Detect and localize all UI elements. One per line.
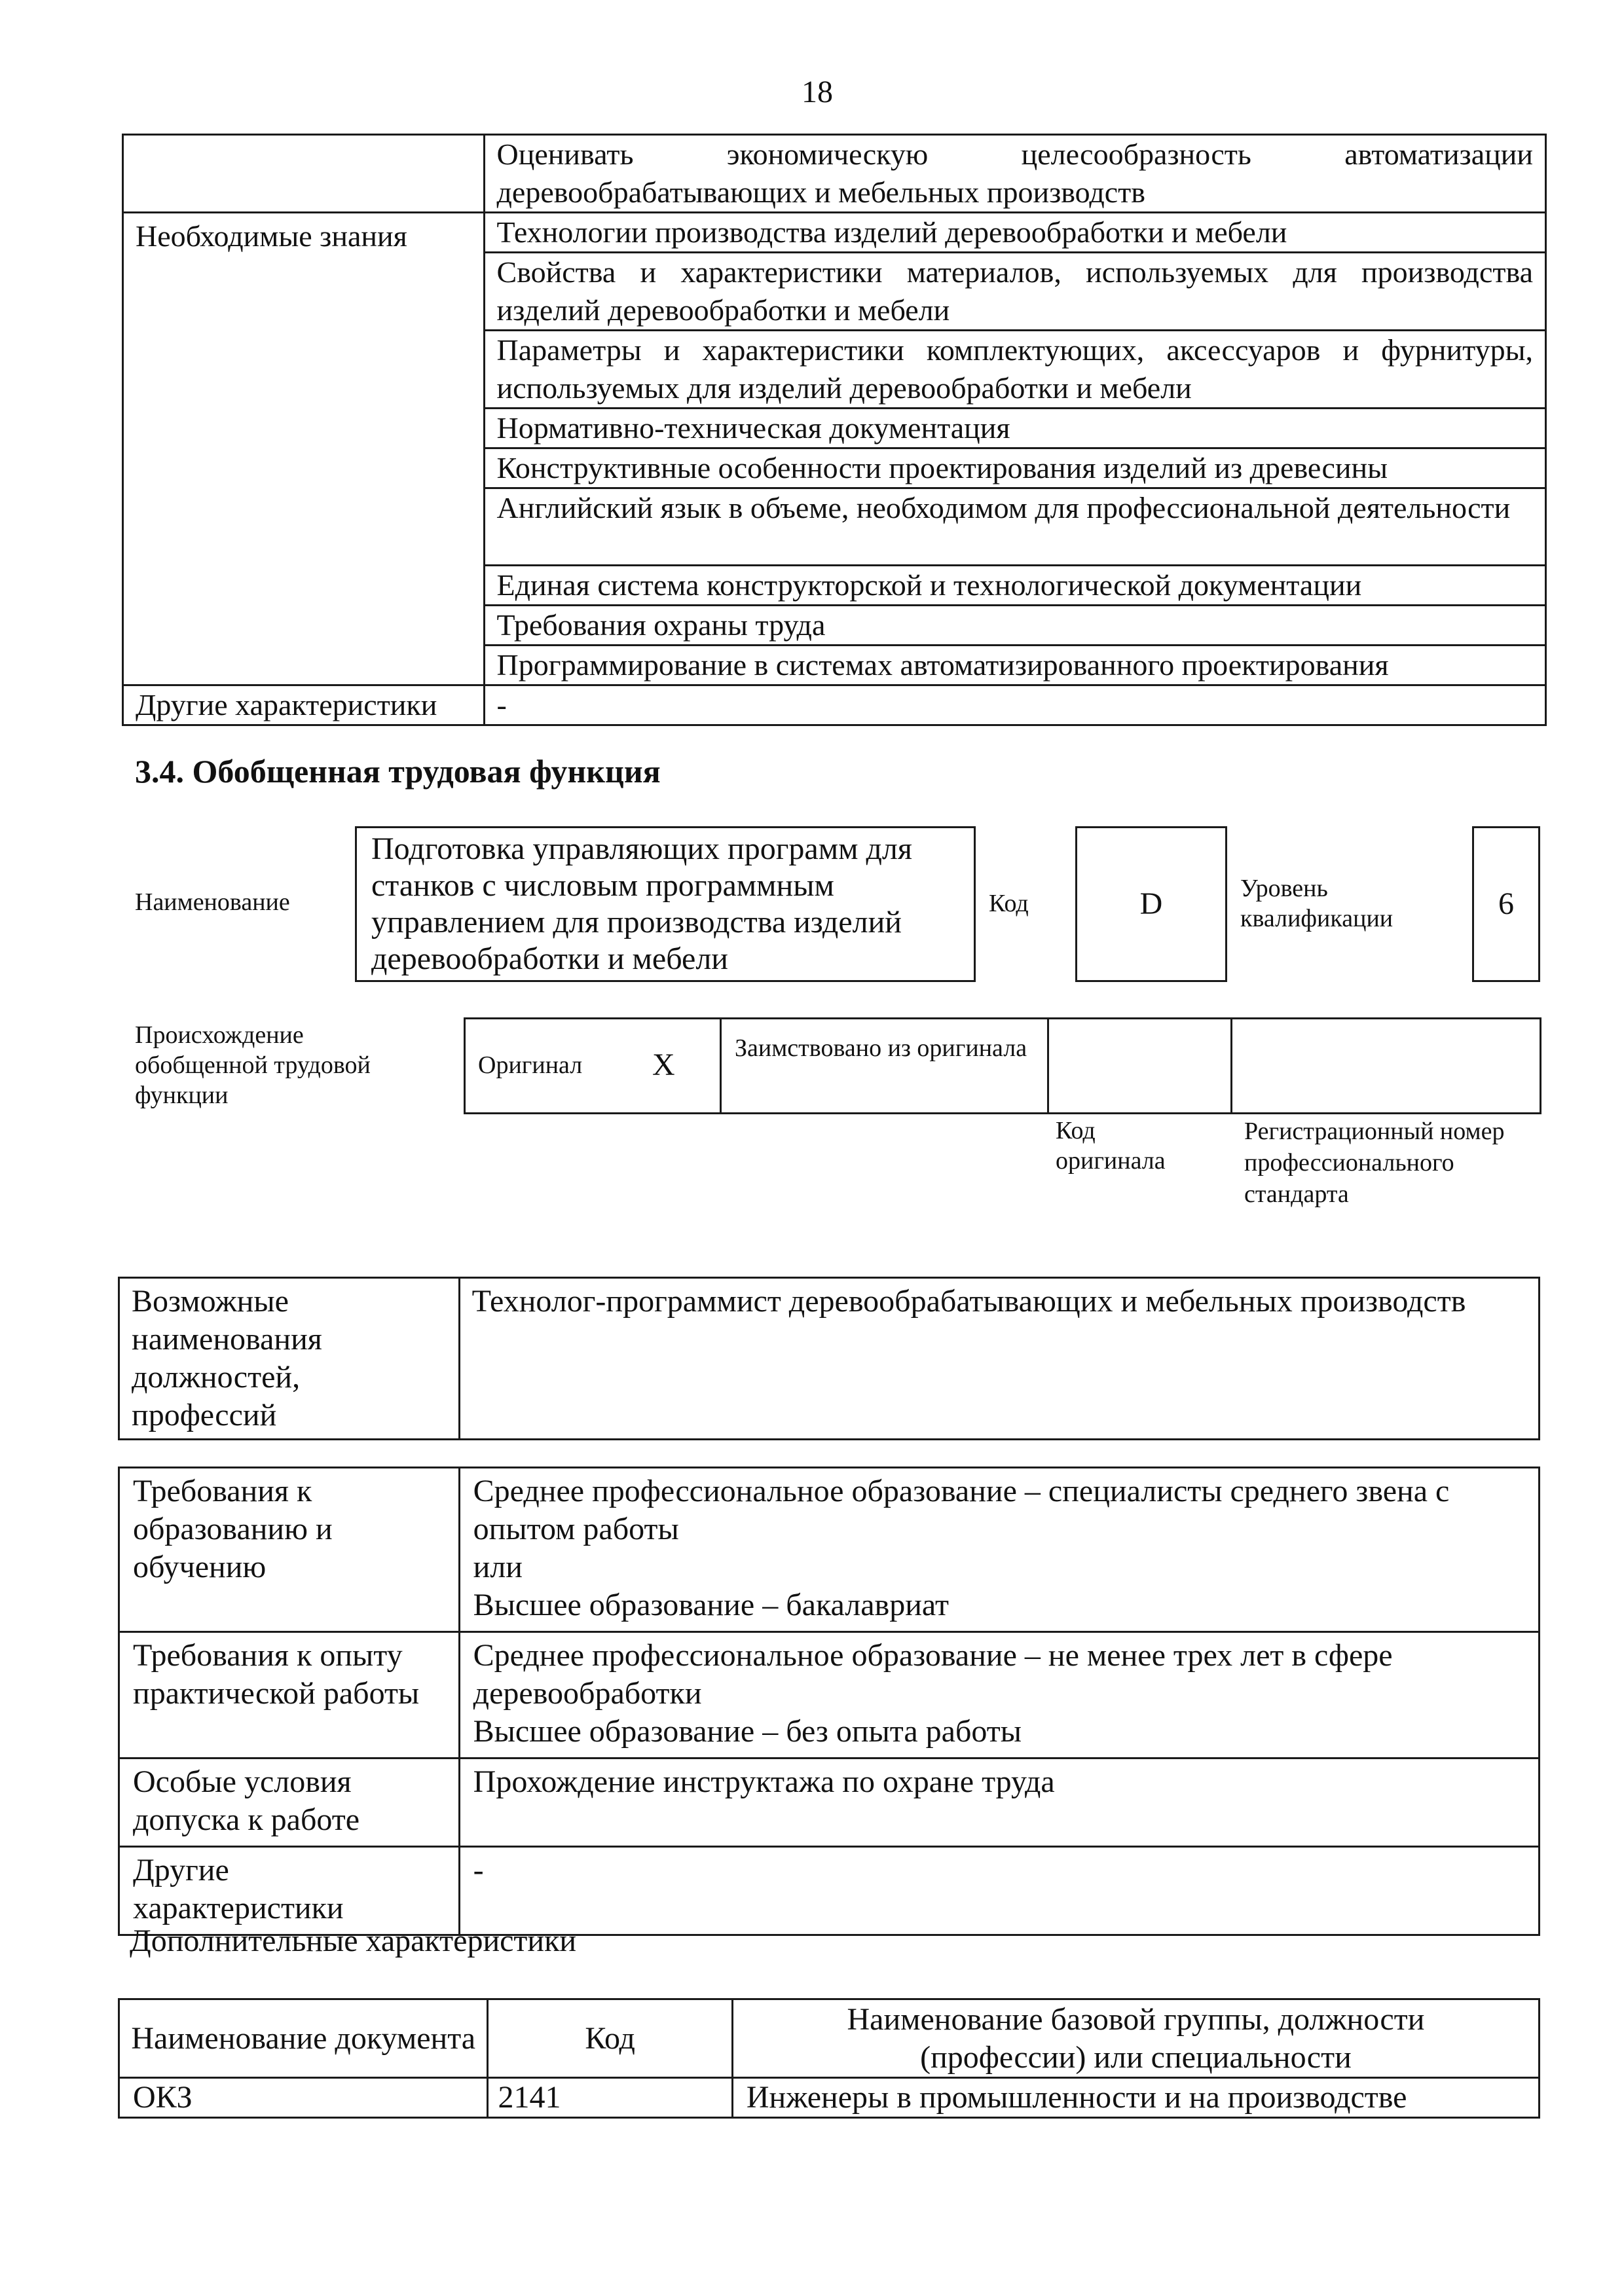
table-row [119, 1758, 1540, 1847]
table-row [119, 1632, 1540, 1758]
gtf-level-box [1472, 826, 1540, 982]
gtf-name-value: Подготовка управляющих программ для станков с числовым программным управлением для производства изделий деревообработки и мебели [371, 831, 912, 976]
req-value [459, 1632, 1539, 1758]
origin-label: Происхождение обобщенной трудовой функции [135, 1021, 371, 1109]
reg-caption: Регистрационный номер профессионального стандарта [1244, 1118, 1505, 1208]
req-line: - [473, 1853, 484, 1887]
req-value [459, 1468, 1539, 1632]
level-label: Уровень квалификации [1240, 875, 1393, 932]
table-cell: Английский язык в объеме, необходимом для профессиональной деятельности [484, 488, 1545, 566]
table-cell: Параметры и характеристики комплектующих, аксессуаров и фурнитуры, используемых для изделий деревообработки и мебели [484, 331, 1545, 409]
original-mark: X [652, 1048, 675, 1082]
gtf-name-box [355, 826, 976, 982]
requirements-table [118, 1467, 1540, 1936]
original-label: Оригинал [478, 1051, 583, 1079]
additional-heading: Дополнительные характеристики [130, 1923, 577, 1958]
positions-label: Возможные наименования должностей, профессий [119, 1278, 460, 1440]
page-number: 18 [802, 75, 833, 109]
table-row [123, 213, 1546, 253]
divider [1230, 1017, 1232, 1114]
additional-table [118, 1998, 1540, 2119]
table-header-row [119, 1999, 1540, 2078]
gtf-code-value: D [1139, 886, 1163, 921]
req-value [459, 1758, 1539, 1847]
knowledge-label: Необходимые знания [123, 213, 485, 685]
table-cell: ОКЗ [119, 2078, 488, 2118]
table-cell: Конструктивные особенности проектирования изделий из древесины [484, 448, 1545, 488]
req-line: Высшее образование – без опыта работы [473, 1714, 1022, 1749]
req-label: Особые условия допуска к работе [119, 1758, 460, 1847]
table-cell: Требования охраны труда [484, 606, 1545, 646]
knowledge-table [122, 134, 1547, 726]
section-heading: 3.4. Обобщенная трудовая функция [135, 753, 661, 790]
table-cell: Единая система конструкторской и технологической документации [484, 566, 1545, 606]
other-label: Другие характеристики [123, 685, 485, 725]
table-row [123, 135, 1546, 213]
borrowed-label: Заимствовано из оригинала [735, 1034, 1027, 1062]
table-row [123, 685, 1546, 725]
req-label: Требования к опыту практической работы [119, 1632, 460, 1758]
table-cell: Технологии производства изделий деревообработки и мебели [484, 213, 1545, 253]
req-value [459, 1847, 1539, 1935]
req-line: Высшее образование – бакалавриат [473, 1588, 949, 1622]
table-cell: 2141 [488, 2078, 732, 2118]
req-line: или [473, 1550, 523, 1584]
column-header: Наименование базовой группы, должности (профессии) или специальности [732, 1999, 1539, 2078]
table-row [119, 1278, 1540, 1440]
code-caption: Код оригинала [1056, 1117, 1166, 1175]
name-label: Наименование [135, 888, 290, 916]
origin-box [464, 1017, 1541, 1114]
gtf-level-value: 6 [1498, 886, 1514, 921]
table-cell: - [484, 685, 1545, 725]
table-cell: Инженеры в промышленности и на производстве [732, 2078, 1539, 2118]
table-cell: Оценивать экономическую целесообразность автоматизации деревообрабатывающих и мебельных производств [484, 135, 1545, 213]
table-cell: Программирование в системах автоматизированного проектирования [484, 646, 1545, 685]
column-header: Код [488, 1999, 732, 2078]
req-line: Прохождение инструктажа по охране труда [473, 1764, 1055, 1799]
table-row [119, 1468, 1540, 1632]
divider [1047, 1017, 1049, 1114]
req-label: Другие характеристики [119, 1847, 460, 1935]
code-label: Код [989, 890, 1029, 917]
req-line: Среднее профессиональное образование – специалисты среднего звена с опытом работы [473, 1474, 1450, 1546]
table-cell: Нормативно-техническая документация [484, 409, 1545, 448]
req-line: Среднее профессиональное образование – не менее трех лет в сфере деревообработки [473, 1638, 1393, 1711]
table-row [119, 2078, 1540, 2118]
positions-table [118, 1277, 1540, 1440]
column-header: Наименование документа [119, 1999, 488, 2078]
table-cell [123, 135, 485, 213]
gtf-code-box [1075, 826, 1227, 982]
req-label: Требования к образованию и обучению [119, 1468, 460, 1632]
divider [720, 1017, 722, 1114]
positions-value: Технолог-программист деревообрабатывающих и мебельных производств [459, 1278, 1539, 1440]
table-cell: Свойства и характеристики материалов, используемых для производства изделий деревообработки и мебели [484, 253, 1545, 331]
